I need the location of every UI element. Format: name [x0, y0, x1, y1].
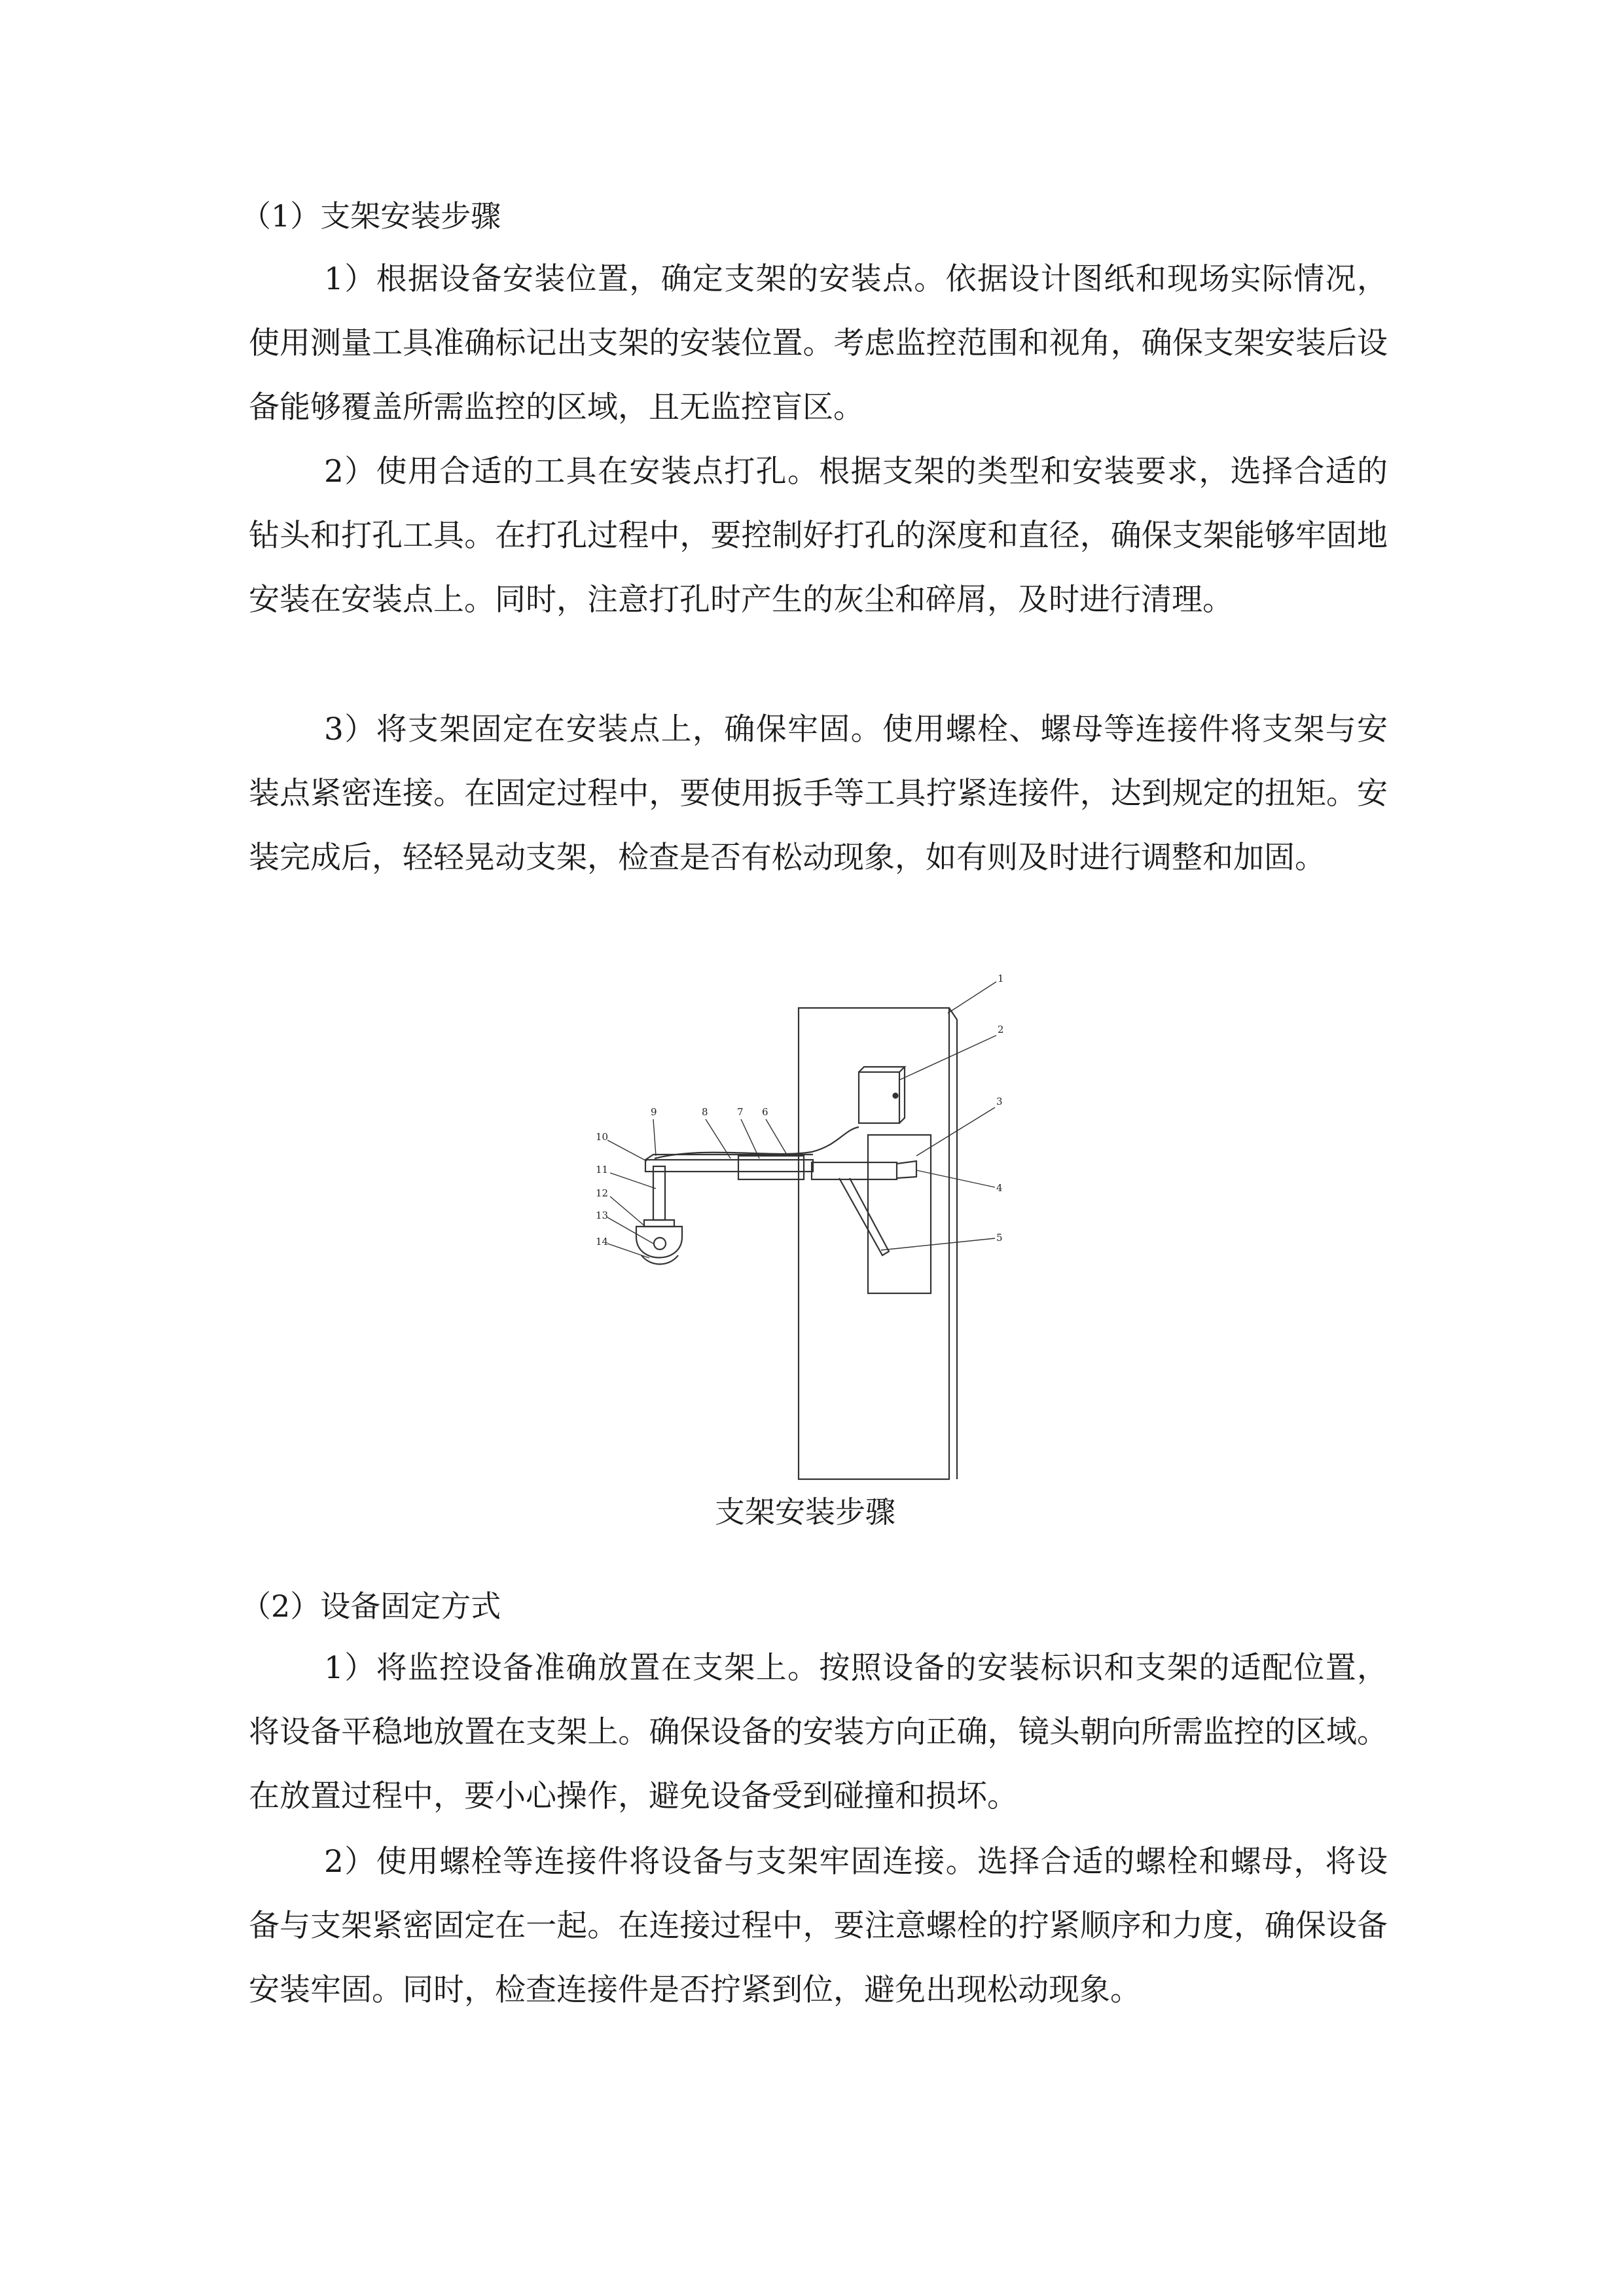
diagonal-brace — [839, 1178, 889, 1255]
bracket-installation-diagram — [576, 962, 1034, 1486]
callout-7: 7 — [737, 1106, 744, 1118]
section1-paragraph-1: 1）根据设备安装位置，确定支架的安装点。依据设计图纸和现场实际情况，使用测量工具准确标记出支架的安装位置。考虑监控范围和视角，确保支架安装后设备能够覆盖所需监控的区域，且无监控盲区。 — [249, 261, 1388, 425]
mounting-plate — [868, 1135, 931, 1293]
callout-2: 2 — [998, 1024, 1004, 1035]
callout-9: 9 — [651, 1106, 657, 1118]
section1-paragraph-3: 3）将支架固定在安装点上，确保牢固。使用螺栓、螺母等连接件将支架与安装点紧密连接。在固定过程中，要使用扳手等工具拧紧连接件，达到规定的扭矩。安装完成后，轻轻晃动支架，检查是否有松动现象，如有则及时进行调整和加固。 — [249, 711, 1388, 876]
callout-12: 12 — [596, 1187, 609, 1199]
callout-4: 4 — [996, 1182, 1003, 1194]
wall-edge — [949, 1008, 957, 1479]
camera-mount — [644, 1220, 674, 1227]
callout-1: 1 — [998, 973, 1004, 984]
figure-caption: 支架安装步骤 — [715, 1494, 895, 1530]
section1-heading: （1）支架安装步骤 — [241, 198, 501, 234]
callout-14: 14 — [596, 1236, 609, 1247]
callout-5: 5 — [996, 1232, 1003, 1244]
bracket-stub — [812, 1162, 897, 1179]
section2-heading: （2）设备固定方式 — [241, 1588, 501, 1624]
section1-paragraph-2: 2）使用合适的工具在安装点打孔。根据支架的类型和安装要求，选择合适的钻头和打孔工具。在打孔过程中，要控制好打孔的深度和直径，确保支架能够牢固地安装在安装点上。同时，注意打孔时产生的灰尘和碎屑，及时进行清理。 — [249, 454, 1388, 618]
section2-paragraph-2: 2）使用螺栓等连接件将设备与支架牢固连接。选择合适的螺栓和螺母，将设备与支架紧密固定在一起。在连接过程中，要注意螺栓的拧紧顺序和力度，确保设备安装牢固。同时，检查连接件是否拧紧到位，避免出现松动现象。 — [249, 1844, 1388, 2008]
dome-camera — [636, 1227, 682, 1258]
extension-arm — [645, 1160, 813, 1172]
callout-11: 11 — [596, 1164, 609, 1175]
section2-paragraph-1: 1）将监控设备准确放置在支架上。按照设备的安装标识和支架的适配位置，将设备平稳地放置在支架上。确保设备的安装方向正确，镜头朝向所需监控的区域。在放置过程中，要小心操作，避免设备受到碰撞和损坏。 — [249, 1650, 1388, 1814]
callout-10: 10 — [596, 1131, 609, 1143]
wall-panel — [799, 1008, 949, 1479]
callout-13: 13 — [596, 1210, 609, 1221]
diagram-svg — [576, 962, 1034, 1486]
callout-3: 3 — [996, 1096, 1003, 1107]
callout-6: 6 — [762, 1106, 768, 1118]
drop-pole — [653, 1166, 665, 1220]
callout-8: 8 — [702, 1106, 708, 1118]
